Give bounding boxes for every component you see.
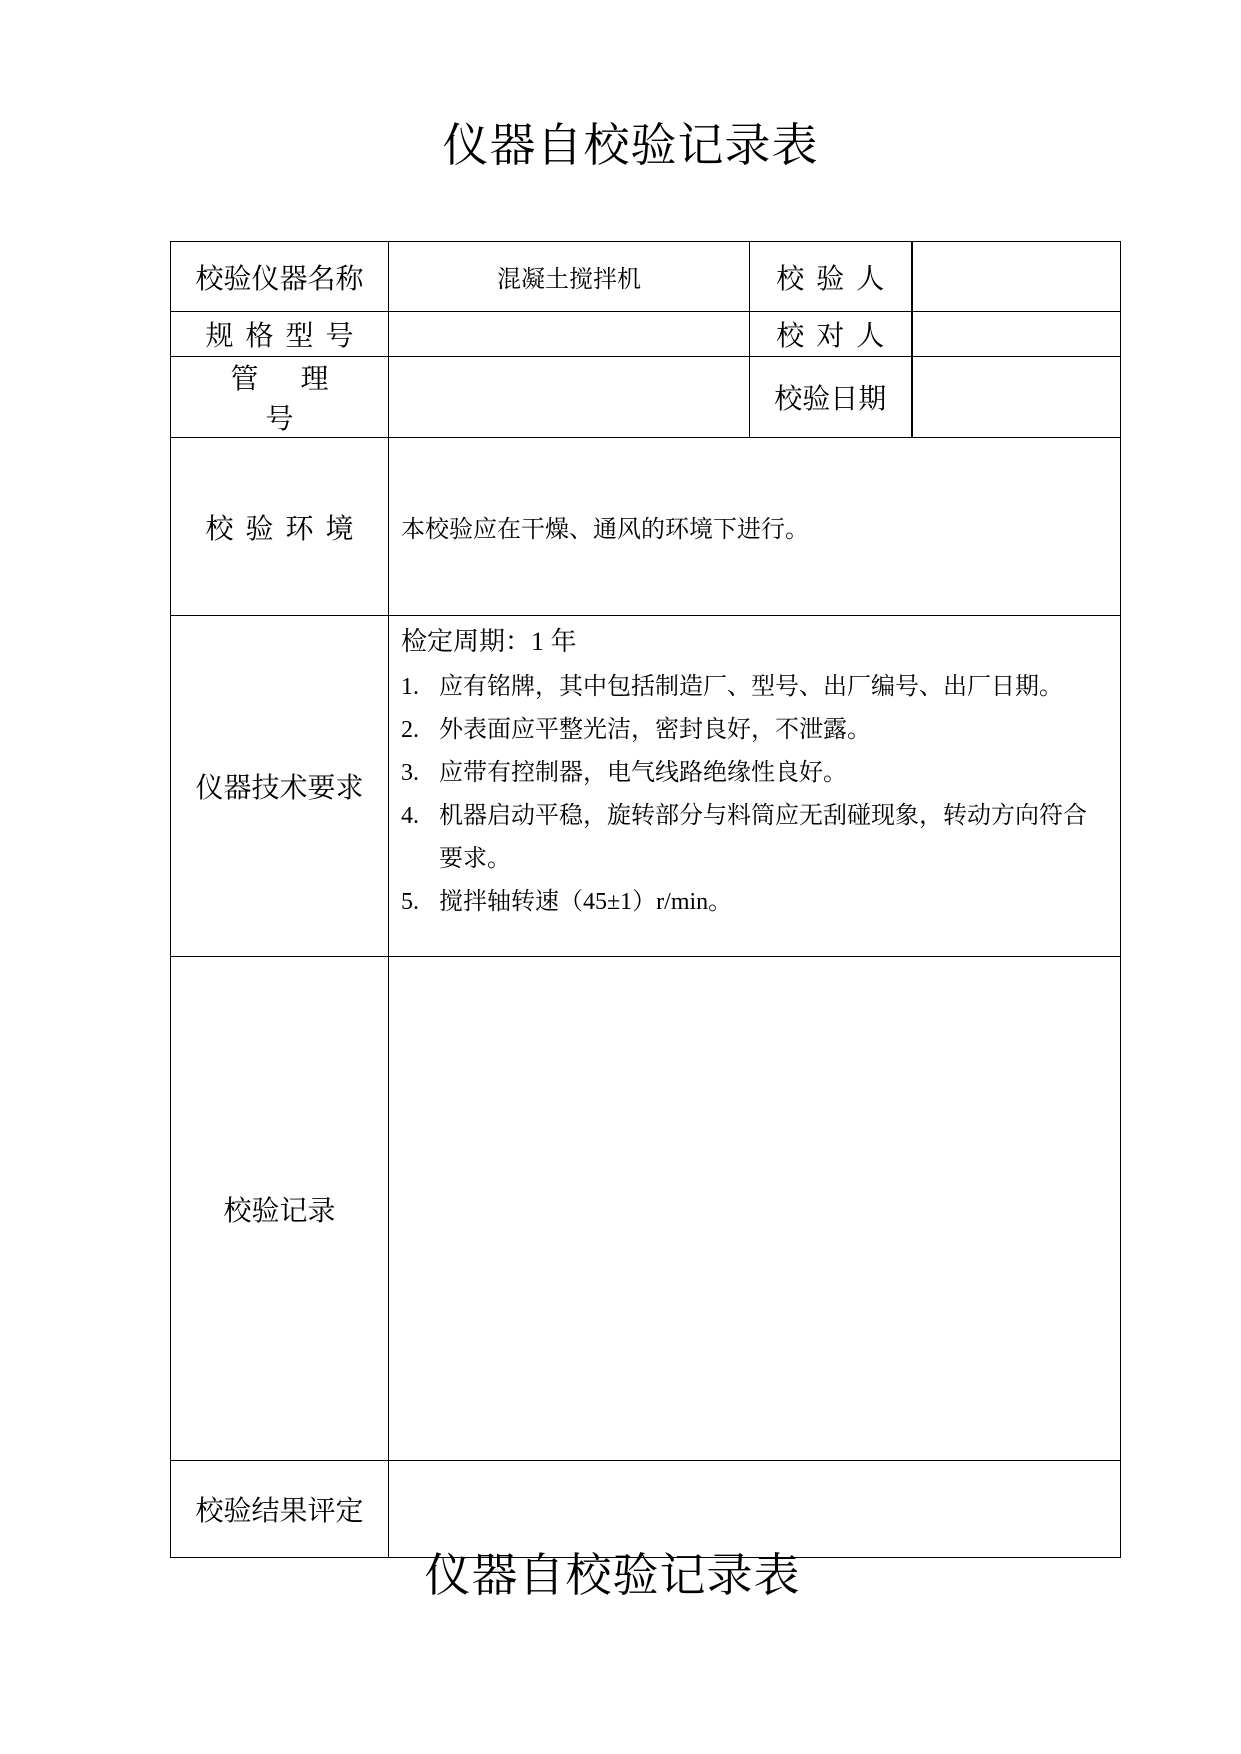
list-item	[401, 752, 1110, 795]
date-value[interactable]	[912, 357, 1121, 438]
checker-value[interactable]	[912, 312, 1121, 357]
form-row-management	[171, 357, 1121, 438]
item-number: 3.	[401, 760, 419, 786]
inspection-period: 检定周期：1 年	[401, 627, 577, 656]
record-label: 校验记录	[171, 957, 389, 1461]
calibration-record-form	[170, 241, 1121, 1558]
form-row-tech-requirements	[171, 616, 1121, 957]
management-no-label: 管理号	[171, 357, 389, 438]
document-title: 仪器自校验记录表	[442, 118, 819, 172]
checker-label: 校对人	[750, 312, 912, 357]
form-row-environment	[171, 438, 1121, 616]
environment-label: 校验环境	[171, 438, 389, 616]
form-row-instrument	[171, 242, 1121, 312]
list-item	[401, 666, 1110, 709]
form-row-result	[171, 1461, 1121, 1558]
item-number: 1.	[401, 674, 419, 700]
item-number: 2.	[401, 717, 419, 743]
requirements-list	[401, 666, 1110, 924]
footer-title: 仪器自校验记录表	[424, 1548, 801, 1602]
item-number: 4.	[401, 803, 419, 829]
item-text: 机器启动平稳，旋转部分与料筒应无刮碰现象，转动方向符合要求。	[439, 803, 1087, 872]
item-text: 搅拌轴转速（45±1）r/min。	[439, 889, 733, 915]
item-text: 应有铭牌，其中包括制造厂、型号、出厂编号、出厂日期。	[439, 674, 1063, 700]
result-label: 校验结果评定	[171, 1461, 389, 1558]
tech-requirements-content	[389, 616, 1121, 957]
instrument-name-label: 校验仪器名称	[171, 242, 389, 312]
instrument-name-value[interactable]: 混凝土搅拌机	[389, 242, 750, 312]
spec-model-label: 规格型号	[171, 312, 389, 357]
record-value[interactable]	[389, 957, 1121, 1461]
form-row-record	[171, 957, 1121, 1461]
management-no-value[interactable]	[389, 357, 750, 438]
item-number: 5.	[401, 889, 419, 915]
result-value[interactable]	[389, 1461, 1121, 1558]
item-text: 外表面应平整光洁，密封良好，不泄露。	[439, 717, 871, 743]
environment-value: 本校验应在干燥、通风的环境下进行。	[389, 438, 1121, 616]
spec-model-value[interactable]	[389, 312, 750, 357]
calibrator-value[interactable]	[912, 242, 1121, 312]
list-item	[401, 881, 1110, 924]
list-item	[401, 709, 1110, 752]
tech-requirements-label: 仪器技术要求	[171, 616, 389, 957]
list-item	[401, 795, 1110, 881]
item-text: 应带有控制器，电气线路绝缘性良好。	[439, 760, 847, 786]
date-label: 校验日期	[750, 357, 912, 438]
form-row-spec	[171, 312, 1121, 357]
calibrator-label: 校验人	[750, 242, 912, 312]
